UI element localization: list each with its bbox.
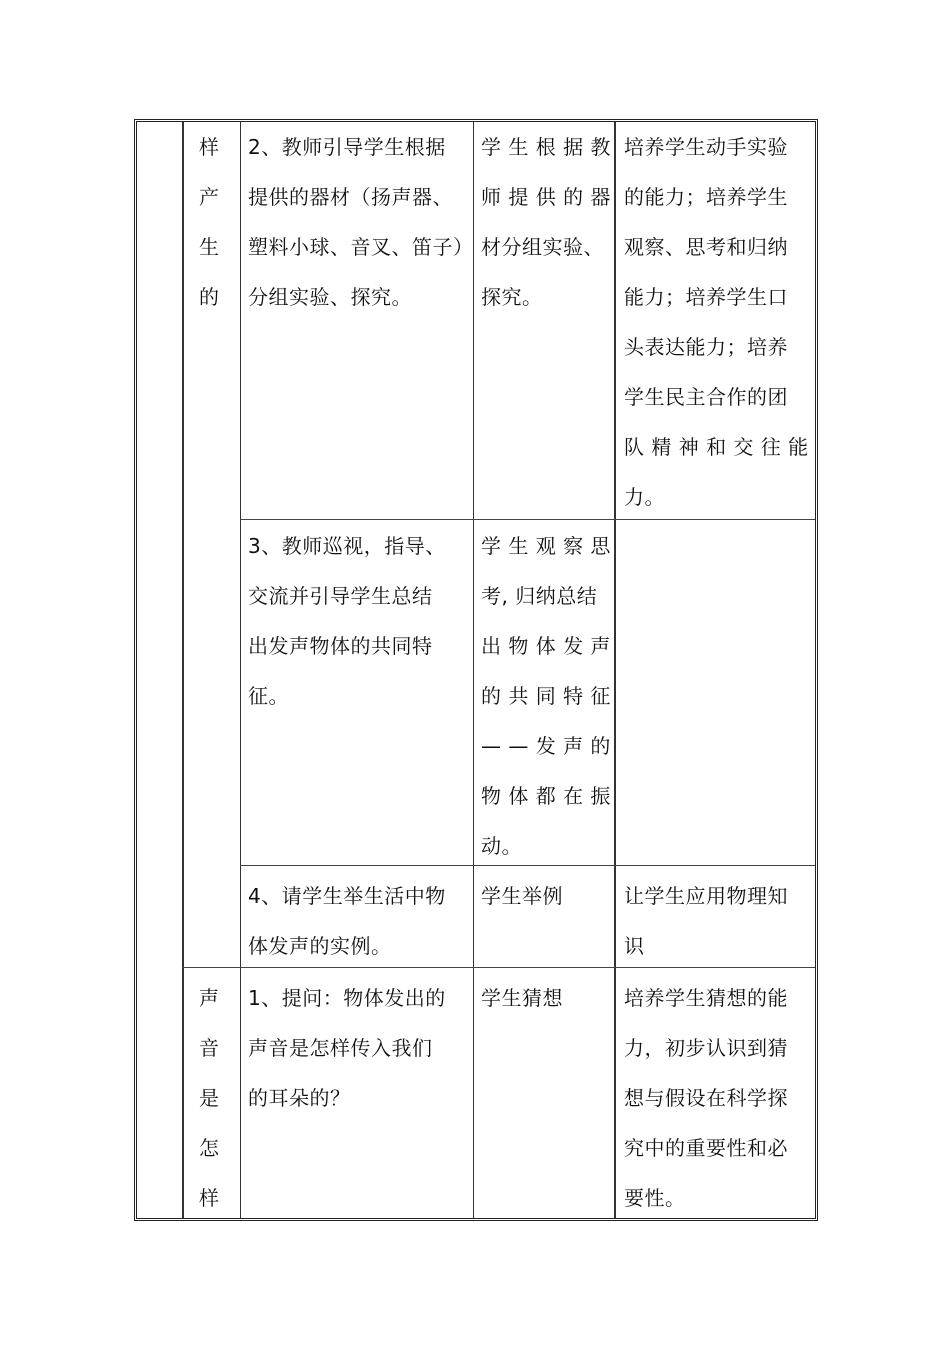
stage-char: 怎 xyxy=(199,1136,219,1160)
text-line: 让学生应用物理知 xyxy=(624,884,788,908)
text-line: 征。 xyxy=(248,684,289,708)
text-line: 3、教师巡视，指导、 xyxy=(248,534,446,558)
text-line: 学 生 观 察 思 xyxy=(481,534,611,558)
column-divider xyxy=(473,122,474,1218)
text-line: 动。 xyxy=(481,834,522,858)
stage-char: 音 xyxy=(199,1036,219,1060)
text-line: 能力；培养学生口 xyxy=(624,285,788,309)
text-line: 提供的器材（扬声器、 xyxy=(248,185,453,209)
text-line: 识 xyxy=(624,934,645,958)
text-line: 材分组实验、 xyxy=(481,235,604,259)
text-line: 学 生 根 据 教 xyxy=(481,135,611,159)
stage-char: 声 xyxy=(199,986,219,1010)
text-line: 学生猜想 xyxy=(481,986,563,1010)
text-line: 学生民主合作的团 xyxy=(624,385,788,409)
text-line: 2、教师引导学生根据 xyxy=(248,135,446,159)
text-line: 的能力；培养学生 xyxy=(624,185,788,209)
stage-char: 样 xyxy=(199,1186,219,1210)
text-line: 力，初步认识到猜 xyxy=(624,1036,788,1060)
text-line: 学生举例 xyxy=(481,884,563,908)
stage-char: 是 xyxy=(199,1086,219,1110)
text-line: 队 精 神 和 交 往 能 xyxy=(624,435,809,459)
text-line: 想与假设在科学探 xyxy=(624,1086,788,1110)
stage-char: 的 xyxy=(199,285,219,309)
column-divider xyxy=(614,122,616,1218)
text-line: 培养学生动手实验 xyxy=(624,135,788,159)
text-line: 师 提 供 的 器 xyxy=(481,185,611,209)
text-line: 体发声的实例。 xyxy=(248,934,392,958)
text-line: 出 物 体 发 声 xyxy=(481,634,611,658)
text-line: 的 共 同 特 征 xyxy=(481,684,611,708)
text-line: 物 体 都 在 振 xyxy=(481,784,611,808)
text-line: 1、提问：物体发出的 xyxy=(248,986,446,1010)
stage-char: 生 xyxy=(199,235,219,259)
text-line: 观察、思考和归纳 xyxy=(624,235,788,259)
text-line: 声音是怎样传入我们 xyxy=(248,1036,433,1060)
text-line: 的耳朵的？ xyxy=(248,1086,351,1110)
text-line: 要性。 xyxy=(624,1186,686,1210)
text-line: — — 发 声 的 xyxy=(481,734,611,758)
text-line: 分组实验、探究。 xyxy=(248,285,412,309)
text-line: 究中的重要性和必 xyxy=(624,1136,788,1160)
row-divider xyxy=(240,865,815,866)
stage-char: 样 xyxy=(199,135,219,159)
text-line: 4、请学生举生活中物 xyxy=(248,884,446,908)
text-line: 交流并引导学生总结 xyxy=(248,584,433,608)
column-divider xyxy=(240,122,241,1218)
row-divider xyxy=(240,519,815,520)
text-line: 塑料小球、音叉、笛子） xyxy=(248,235,474,259)
text-line: 探究。 xyxy=(481,285,543,309)
text-line: 头表达能力；培养 xyxy=(624,335,788,359)
text-line: 力。 xyxy=(624,485,665,509)
text-line: 出发声物体的共同特 xyxy=(248,634,433,658)
text-line: 培养学生猜想的能 xyxy=(624,986,788,1010)
stage-char: 产 xyxy=(199,185,219,209)
text-line: 考, 归纳总结 xyxy=(481,584,598,608)
